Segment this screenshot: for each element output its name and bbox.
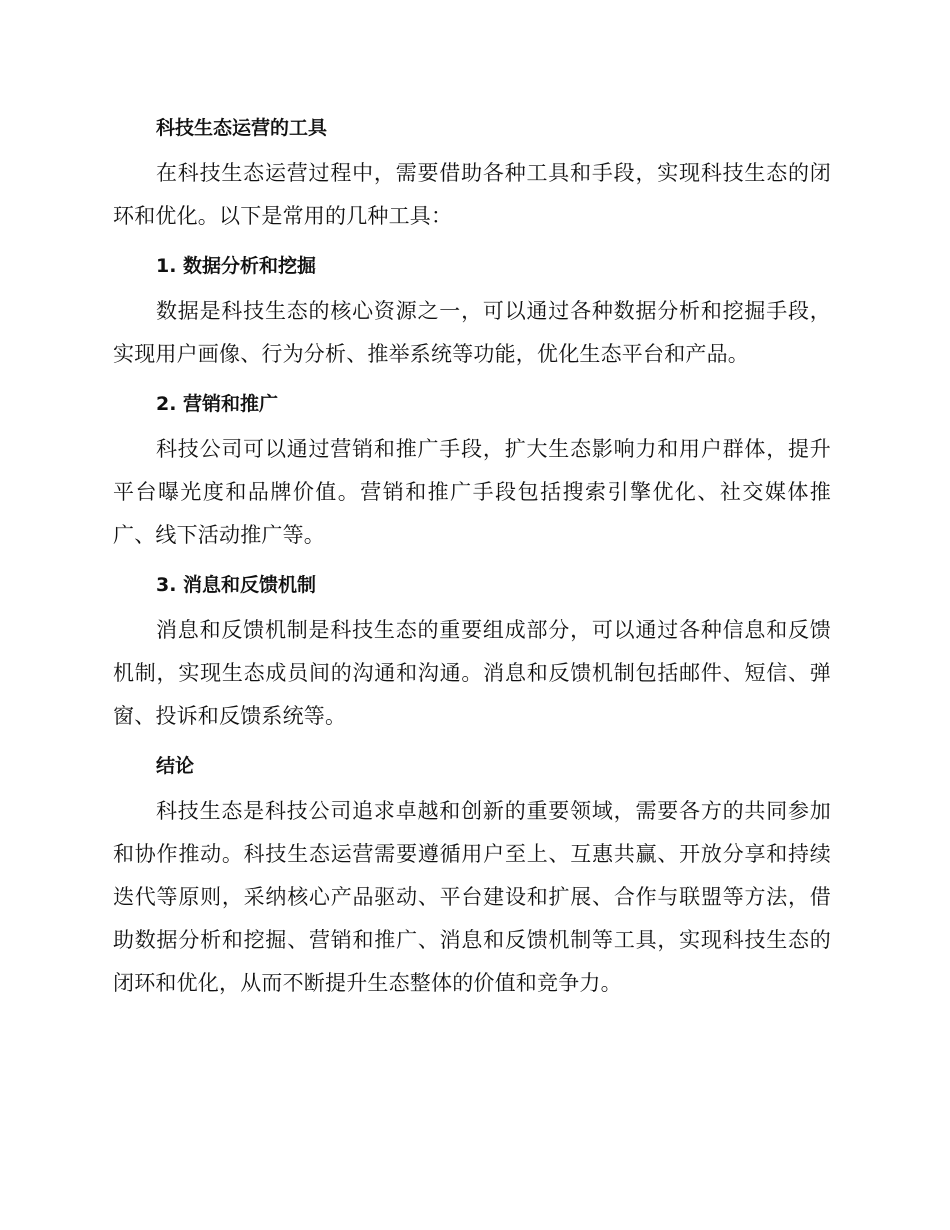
section-heading-feedback: 3. 消息和反馈机制 [156,574,317,596]
section-paragraph-marketing: 科技公司可以通过营销和推广手段，扩大生态影响力和用户群体，提升平台曝光度和品牌价值。营销和推广手段包括搜索引擎优化、社交媒体推广、线下活动推广等。 [113,437,831,547]
section-heading-tools: 科技生态运营的工具 [156,117,328,139]
section-heading-conclusion: 结论 [156,755,195,777]
section-paragraph-conclusion: 科技生态是科技公司追求卓越和创新的重要领域，需要各方的共同参加和协作推动。科技生态运营需要遵循用户至上、互惠共赢、开放分享和持续迭代等原则，采纳核心产品驱动、平台建设和扩展、合作与联盟等方法，借助数据分析和挖掘、营销和推广、消息和反馈机制等工具，实现科技生态的闭环和优化，从而不断提升生态整体的价值和竞争力。 [113,799,831,995]
section-paragraph-feedback: 消息和反馈机制是科技生态的重要组成部分，可以通过各种信息和反馈机制，实现生态成员间的沟通和沟通。消息和反馈机制包括邮件、短信、弹窗、投诉和反馈系统等。 [113,618,831,728]
section-paragraph-data-analysis: 数据是科技生态的核心资源之一，可以通过各种数据分析和挖掘手段，实现用户画像、行为分析、推举系统等功能，优化生态平台和产品。 [113,299,831,366]
section-heading-marketing: 2. 营销和推广 [156,393,279,415]
section-heading-data-analysis: 1. 数据分析和挖掘 [156,255,317,277]
section-paragraph-tools: 在科技生态运营过程中，需要借助各种工具和手段，实现科技生态的闭环和优化。以下是常用的几种工具： [113,161,831,228]
document-body [113,106,831,1005]
